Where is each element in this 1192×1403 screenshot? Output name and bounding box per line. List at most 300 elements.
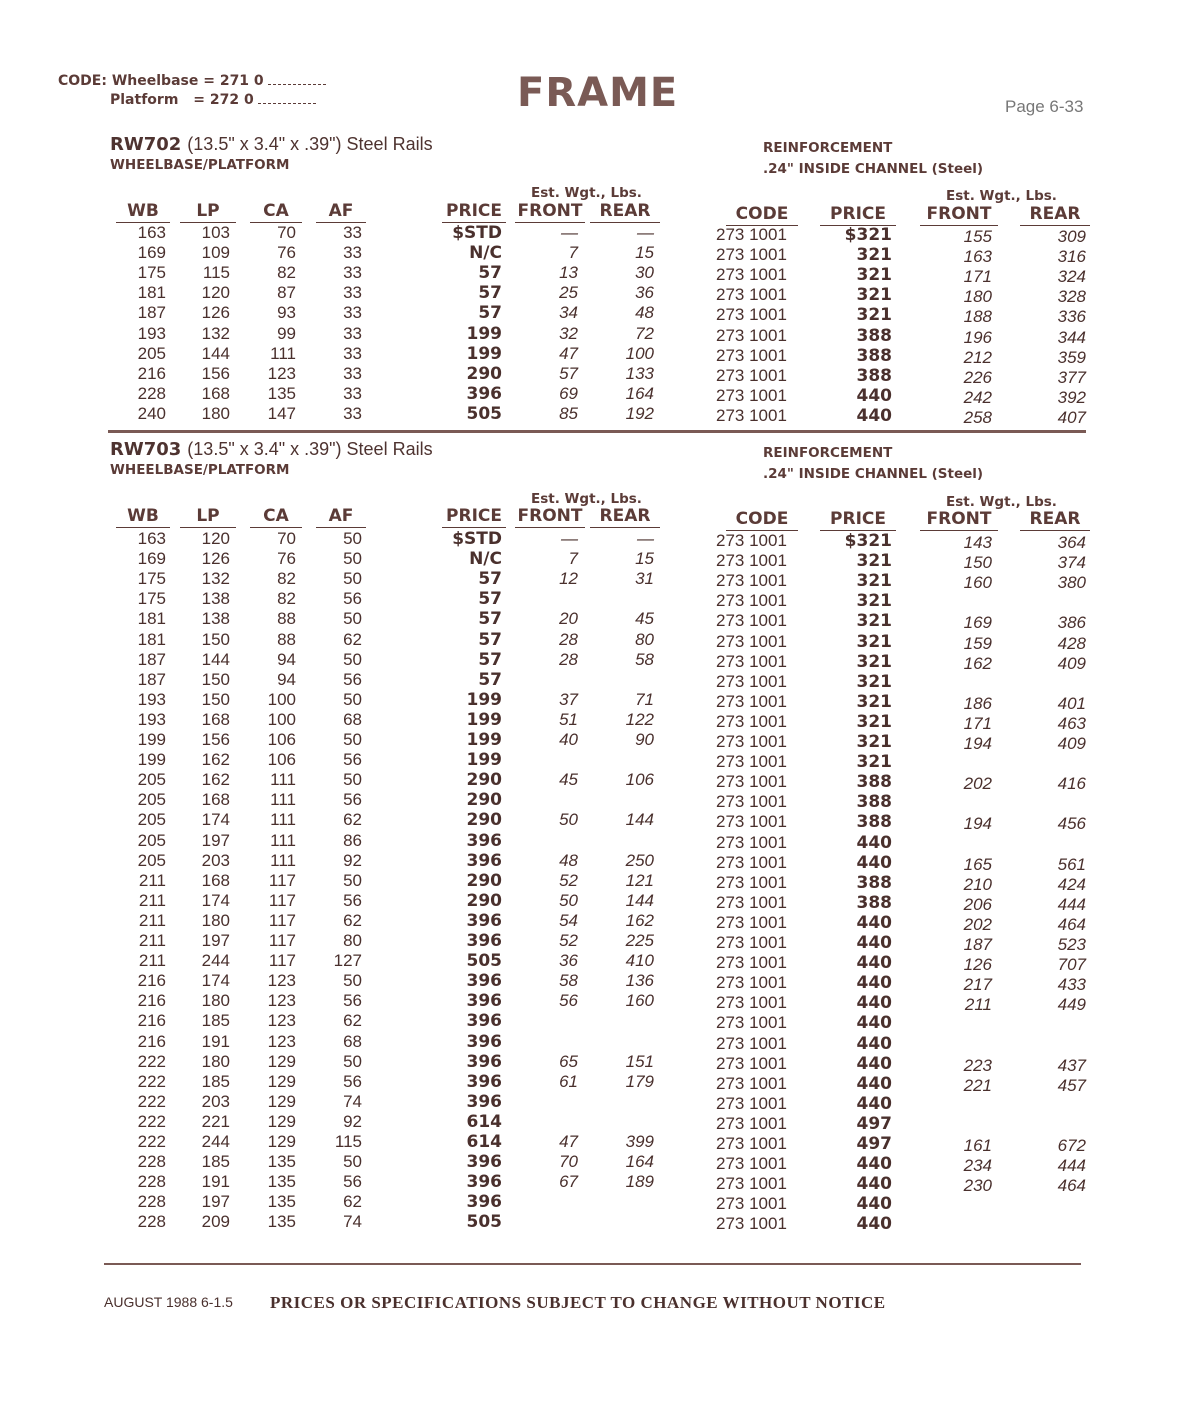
table-cell-code: 273 1001 xyxy=(716,711,787,731)
table-cell-rfront: 230 xyxy=(963,1176,992,1196)
table-cell-price: 57 xyxy=(478,649,502,670)
column-header: WB xyxy=(116,506,170,528)
table-cell-lp: 150 xyxy=(201,689,230,709)
table-cell-af: 50 xyxy=(343,1051,362,1071)
table-cell-af: 56 xyxy=(343,669,362,689)
table-cell-rear: 106 xyxy=(625,770,654,790)
code-row-wheelbase xyxy=(58,72,326,91)
table-cell-ca: 76 xyxy=(277,549,296,569)
table-cell-rfront: 258 xyxy=(963,407,992,427)
table-cell-rrear: 380 xyxy=(1057,573,1086,593)
table-cell-wb: 216 xyxy=(137,1011,166,1031)
table-cell-front: 28 xyxy=(559,629,578,649)
table-cell-rprice: 440 xyxy=(856,933,892,953)
table-cell-af: 74 xyxy=(343,1091,362,1111)
column-header: PRICE xyxy=(820,509,896,531)
table-cell-af: 56 xyxy=(343,750,362,770)
table-cell-code: 273 1001 xyxy=(716,872,787,892)
table-cell-price: 396 xyxy=(466,1091,502,1112)
table-cell-front: 37 xyxy=(559,689,578,709)
table-cell-af: 50 xyxy=(343,549,362,569)
section-title xyxy=(110,439,433,460)
table-cell-rfront: 180 xyxy=(963,287,992,307)
table-cell-af: 50 xyxy=(343,770,362,790)
table-cell-code: 273 1001 xyxy=(716,611,787,631)
table-cell-price: 396 xyxy=(466,991,502,1012)
table-cell-price: 396 xyxy=(466,1192,502,1213)
table-cell-price: 57 xyxy=(478,669,502,690)
table-cell-ca: 129 xyxy=(267,1051,296,1071)
page-number: Page 6-33 xyxy=(1005,97,1084,116)
table-cell-price: 396 xyxy=(466,931,502,951)
footer-notice: PRICES OR SPECIFICATIONS SUBJECT TO CHANGE WITHOUT NOTICE xyxy=(270,1293,886,1312)
table-cell-front: 47 xyxy=(559,343,578,363)
table-cell-rrear: 444 xyxy=(1057,894,1086,914)
table-cell-rear: 179 xyxy=(625,1071,654,1091)
table-cell-rfront: 126 xyxy=(963,955,992,975)
table-cell-wb: 187 xyxy=(137,669,166,689)
table-cell-rprice: 440 xyxy=(856,1053,892,1074)
table-cell-wb: 193 xyxy=(137,689,166,709)
table-cell-af: 56 xyxy=(343,991,362,1011)
table-cell-rear: 399 xyxy=(625,1132,654,1151)
table-cell-rear: 151 xyxy=(625,1051,654,1071)
column-header: FRONT xyxy=(920,509,998,531)
table-cell-price: 396 xyxy=(466,910,502,931)
table-cell-ca: 94 xyxy=(277,669,296,689)
table-cell-front: 47 xyxy=(559,1132,578,1151)
table-cell-ca: 111 xyxy=(270,790,296,810)
table-cell-wb: 211 xyxy=(138,890,166,910)
table-cell-code: 273 1001 xyxy=(716,305,787,325)
table-cell-code: 273 1001 xyxy=(716,933,787,952)
table-cell-rfront: 150 xyxy=(963,553,992,573)
table-cell-rprice: 388 xyxy=(856,792,892,813)
table-cell-price: 57 xyxy=(478,629,502,650)
table-cell-front: 25 xyxy=(559,283,578,303)
table-cell-rprice: 440 xyxy=(856,1174,892,1195)
table-cell-ca: 135 xyxy=(267,383,296,403)
table-cell-wb: 205 xyxy=(137,850,166,870)
table-cell-code: 273 1001 xyxy=(716,571,787,591)
table-cell-af: 33 xyxy=(343,403,362,423)
table-cell-front: 85 xyxy=(559,403,578,423)
table-cell-rfront: 211 xyxy=(964,995,992,1015)
table-cell-rprice: 321 xyxy=(856,651,892,672)
table-cell-rear: 15 xyxy=(635,549,654,569)
table-cell-rrear: 464 xyxy=(1057,1176,1086,1196)
table-cell-front: 12 xyxy=(559,569,578,589)
table-cell-rprice: 321 xyxy=(856,711,892,732)
table-cell-wb: 211 xyxy=(138,910,166,930)
code-platform-value: = 272 0 xyxy=(193,92,254,108)
reinforcement-subtitle: .24" INSIDE CHANNEL (Steel) xyxy=(763,466,984,482)
table-cell-rear: 144 xyxy=(625,890,654,910)
table-cell-wb: 169 xyxy=(137,243,166,263)
table-cell-price: N/C xyxy=(469,549,502,570)
table-cell-rear: 100 xyxy=(625,343,654,363)
code-row-platform xyxy=(58,91,326,110)
table-cell-lp: 168 xyxy=(201,790,230,810)
table-cell-code: 273 1001 xyxy=(716,752,787,772)
table-cell-lp: 203 xyxy=(201,850,230,870)
table-cell-code: 273 1001 xyxy=(716,852,787,872)
table-cell-wb: 222 xyxy=(137,1071,166,1091)
est-weight-label: Est. Wgt., Lbs. xyxy=(531,185,642,201)
table-cell-wb: 187 xyxy=(137,303,166,323)
table-cell-rprice: 440 xyxy=(856,852,892,873)
table-cell-lp: 180 xyxy=(201,1051,230,1071)
table-cell-code: 273 1001 xyxy=(716,551,787,571)
table-cell-code: 273 1001 xyxy=(716,1093,787,1113)
table-cell-lp: 174 xyxy=(201,810,230,830)
table-cell-rfront: 226 xyxy=(963,367,992,387)
table-cell-rear: 72 xyxy=(635,323,654,343)
table-cell-af: 62 xyxy=(343,910,362,930)
table-cell-code: 273 1001 xyxy=(716,732,787,751)
table-cell-rrear: 364 xyxy=(1057,533,1086,552)
table-cell-wb: 175 xyxy=(137,569,166,589)
table-cell-front: 58 xyxy=(559,971,578,991)
table-cell-rrear: 463 xyxy=(1057,713,1086,733)
table-cell-rrear: 523 xyxy=(1057,935,1086,954)
blank-line xyxy=(258,93,316,104)
table-cell-ca: 117 xyxy=(268,951,296,971)
column-header: LP xyxy=(180,201,236,223)
table-cell-ca: 147 xyxy=(267,403,296,423)
table-cell-ca: 117 xyxy=(268,890,296,910)
table-cell-wb: 211 xyxy=(138,951,166,971)
table-cell-code: 273 1001 xyxy=(716,1013,787,1033)
table-cell-rfront: 188 xyxy=(963,307,992,327)
table-cell-code: 273 1001 xyxy=(716,792,787,812)
table-cell-af: 56 xyxy=(343,1172,362,1192)
table-cell-code: 273 1001 xyxy=(716,912,787,932)
table-cell-lp: 185 xyxy=(201,1152,230,1172)
table-cell-rfront: 202 xyxy=(963,914,992,934)
table-cell-ca: 100 xyxy=(267,689,296,709)
table-cell-wb: 228 xyxy=(137,1152,166,1172)
table-cell-af: 56 xyxy=(343,589,362,609)
table-cell-rear: 144 xyxy=(625,810,654,830)
model-spec: (13.5" x 3.4" x .39") Steel Rails xyxy=(187,134,433,154)
table-cell-front: 50 xyxy=(559,810,578,830)
table-cell-lp: 185 xyxy=(201,1071,230,1091)
table-cell-rrear: 407 xyxy=(1057,407,1086,427)
table-cell-wb: 187 xyxy=(137,649,166,669)
table-cell-wb: 240 xyxy=(137,403,166,423)
table-cell-lp: 144 xyxy=(201,649,230,669)
table-cell-price: 396 xyxy=(466,1172,502,1193)
code-label: CODE: xyxy=(58,73,107,89)
table-cell-rprice: 497 xyxy=(856,1134,892,1154)
table-cell-ca: 111 xyxy=(270,850,296,870)
table-cell-af: 33 xyxy=(343,343,362,363)
table-cell-front: 7 xyxy=(568,243,578,263)
table-cell-rear: — xyxy=(637,223,654,242)
table-cell-rprice: 388 xyxy=(856,892,892,913)
table-cell-rfront: 160 xyxy=(963,573,992,593)
table-cell-rprice: 388 xyxy=(856,325,892,346)
table-cell-af: 62 xyxy=(343,810,362,830)
table-cell-code: 273 1001 xyxy=(716,651,787,671)
table-cell-lp: 203 xyxy=(201,1091,230,1111)
table-cell-price: 199 xyxy=(466,750,502,771)
table-cell-af: 50 xyxy=(343,529,362,548)
table-cell-rfront: 163 xyxy=(963,247,992,267)
table-cell-af: 33 xyxy=(343,383,362,403)
table-cell-rfront: 171 xyxy=(963,713,992,733)
column-header: PRICE xyxy=(442,506,506,528)
table-cell-rprice: 321 xyxy=(856,285,892,306)
table-cell-ca: 111 xyxy=(270,770,296,790)
table-cell-ca: 135 xyxy=(267,1152,296,1172)
code-wheelbase-label: Wheelbase xyxy=(111,73,199,89)
table-cell-code: 273 1001 xyxy=(716,385,787,405)
table-cell-rfront: 169 xyxy=(963,613,992,633)
table-cell-front: 20 xyxy=(559,609,578,629)
table-cell-rfront: 206 xyxy=(963,894,992,914)
table-cell-price: 290 xyxy=(466,363,502,384)
table-cell-front: 13 xyxy=(559,263,578,283)
column-header: CODE xyxy=(726,509,798,531)
table-cell-rprice: 321 xyxy=(856,752,892,773)
table-cell-wb: 199 xyxy=(137,750,166,770)
table-cell-rear: 133 xyxy=(625,363,654,383)
table-cell-rprice: 321 xyxy=(856,265,892,286)
reinforcement-title: REINFORCEMENT xyxy=(763,445,893,461)
table-cell-rfront: 159 xyxy=(963,633,992,653)
table-cell-price: 396 xyxy=(466,1051,502,1072)
table-cell-price: 505 xyxy=(466,951,502,972)
table-cell-rprice: $321 xyxy=(844,225,892,245)
table-cell-rprice: 440 xyxy=(856,993,892,1014)
table-cell-rrear: 561 xyxy=(1057,854,1086,874)
table-cell-lp: 162 xyxy=(201,750,230,770)
table-cell-price: 199 xyxy=(466,343,502,364)
reinforcement-subtitle: .24" INSIDE CHANNEL (Steel) xyxy=(763,161,984,177)
table-cell-wb: 163 xyxy=(137,529,166,548)
table-cell-af: 56 xyxy=(343,790,362,810)
table-cell-af: 115 xyxy=(334,1132,362,1151)
table-cell-rrear: 386 xyxy=(1057,613,1086,633)
table-cell-rfront: 155 xyxy=(963,227,992,246)
table-cell-rear: 15 xyxy=(635,243,654,263)
column-header: AF xyxy=(316,201,366,223)
table-cell-af: 50 xyxy=(343,569,362,589)
table-cell-rear: 164 xyxy=(625,1152,654,1172)
table-cell-rrear: 401 xyxy=(1057,693,1086,713)
table-cell-code: 273 1001 xyxy=(716,245,787,265)
table-cell-ca: 82 xyxy=(277,589,296,609)
table-cell-lp: 126 xyxy=(201,303,230,323)
table-cell-rrear: 377 xyxy=(1057,367,1086,387)
table-cell-ca: 70 xyxy=(277,223,296,242)
table-cell-wb: 228 xyxy=(137,1212,166,1232)
table-cell-wb: 216 xyxy=(137,1031,166,1051)
table-cell-lp: 197 xyxy=(201,1192,230,1212)
table-cell-rprice: 388 xyxy=(856,345,892,366)
table-cell-front: 45 xyxy=(559,770,578,790)
table-cell-rfront: 162 xyxy=(963,653,992,673)
table-cell-rprice: 440 xyxy=(856,832,892,853)
table-cell-code: 273 1001 xyxy=(716,265,787,285)
table-cell-ca: 117 xyxy=(268,910,296,930)
table-cell-af: 86 xyxy=(343,830,362,850)
table-cell-lp: 120 xyxy=(201,529,230,548)
table-cell-lp: 150 xyxy=(201,629,230,649)
column-header: CA xyxy=(250,506,302,528)
table-cell-rprice: 440 xyxy=(856,1033,892,1054)
table-cell-price: 396 xyxy=(466,1152,502,1173)
table-cell-ca: 129 xyxy=(267,1091,296,1111)
column-header: PRICE xyxy=(442,201,506,223)
table-cell-wb: 205 xyxy=(137,830,166,850)
code-wheelbase-value: = 271 0 xyxy=(203,73,264,89)
table-cell-rfront: 223 xyxy=(963,1055,992,1075)
table-cell-rfront: 171 xyxy=(963,267,992,287)
table-cell-rear: 80 xyxy=(635,629,654,649)
table-cell-rfront: 165 xyxy=(963,854,992,874)
table-cell-rrear: 707 xyxy=(1057,955,1086,975)
table-cell-af: 33 xyxy=(343,223,362,242)
table-cell-front: 70 xyxy=(559,1152,578,1172)
table-cell-wb: 199 xyxy=(137,730,166,749)
table-cell-price: 614 xyxy=(466,1132,502,1152)
table-cell-price: 614 xyxy=(466,1111,502,1132)
table-cell-wb: 222 xyxy=(137,1051,166,1071)
table-cell-ca: 99 xyxy=(277,323,296,343)
section-subtitle: WHEELBASE/PLATFORM xyxy=(110,157,290,173)
table-cell-rear: 225 xyxy=(625,931,654,950)
table-cell-rear: 136 xyxy=(625,971,654,991)
table-cell-lp: 197 xyxy=(201,931,230,950)
table-cell-rrear: 464 xyxy=(1057,914,1086,934)
table-cell-price: 396 xyxy=(466,830,502,851)
table-cell-rrear: 409 xyxy=(1057,653,1086,673)
table-cell-price: 199 xyxy=(466,709,502,730)
table-cell-rprice: 388 xyxy=(856,772,892,793)
table-cell-rear: 160 xyxy=(625,991,654,1011)
table-cell-af: 33 xyxy=(343,263,362,283)
table-cell-rprice: 388 xyxy=(856,872,892,893)
table-cell-price: 396 xyxy=(466,850,502,871)
table-cell-lp: 180 xyxy=(201,991,230,1011)
table-cell-rrear: 433 xyxy=(1057,975,1086,995)
table-cell-code: 273 1001 xyxy=(716,953,787,973)
table-cell-lp: 126 xyxy=(201,549,230,569)
table-cell-wb: 193 xyxy=(137,323,166,343)
table-cell-rrear: 424 xyxy=(1057,874,1086,894)
table-cell-rrear: 437 xyxy=(1057,1055,1086,1075)
table-cell-lp: 221 xyxy=(201,1111,230,1131)
table-cell-rrear: 449 xyxy=(1057,995,1086,1015)
table-cell-af: 62 xyxy=(343,629,362,649)
table-cell-rear: 58 xyxy=(635,649,654,669)
reinforcement-title: REINFORCEMENT xyxy=(763,140,893,156)
table-cell-code: 273 1001 xyxy=(716,1214,787,1234)
table-cell-lp: 191 xyxy=(201,1031,230,1051)
table-cell-af: 33 xyxy=(343,243,362,263)
table-cell-code: 273 1001 xyxy=(716,591,787,611)
table-cell-front: 56 xyxy=(559,991,578,1011)
table-cell-rprice: $321 xyxy=(844,531,892,551)
table-cell-ca: 129 xyxy=(267,1111,296,1131)
table-cell-rear: 30 xyxy=(635,263,654,283)
table-cell-wb: 222 xyxy=(137,1111,166,1131)
table-cell-price: $STD xyxy=(452,223,502,243)
table-cell-rfront: 194 xyxy=(963,734,992,753)
table-cell-wb: 222 xyxy=(137,1132,166,1151)
est-weight-label: Est. Wgt., Lbs. xyxy=(531,491,642,507)
table-cell-af: 62 xyxy=(343,1192,362,1212)
table-cell-front: 48 xyxy=(559,850,578,870)
table-cell-ca: 93 xyxy=(277,303,296,323)
table-cell-rrear: 428 xyxy=(1057,633,1086,653)
table-cell-ca: 129 xyxy=(267,1132,296,1151)
table-cell-price: $STD xyxy=(452,529,502,549)
bottom-divider xyxy=(104,1263,1081,1265)
table-cell-code: 273 1001 xyxy=(716,691,787,711)
table-cell-lp: 244 xyxy=(201,1132,230,1151)
table-cell-rprice: 440 xyxy=(856,405,892,426)
table-cell-code: 273 1001 xyxy=(716,1174,787,1194)
table-cell-af: 33 xyxy=(343,323,362,343)
table-cell-af: 127 xyxy=(333,951,362,971)
table-cell-rear: 189 xyxy=(625,1172,654,1192)
table-cell-af: 68 xyxy=(343,709,362,729)
table-cell-wb: 205 xyxy=(137,770,166,790)
table-cell-front: 50 xyxy=(559,890,578,910)
table-cell-af: 50 xyxy=(343,689,362,709)
table-cell-ca: 100 xyxy=(267,709,296,729)
table-cell-wb: 228 xyxy=(137,1192,166,1212)
table-cell-af: 56 xyxy=(343,890,362,910)
table-cell-rear: 48 xyxy=(635,303,654,323)
column-header: FRONT xyxy=(515,201,585,223)
page-title: FRAME xyxy=(517,70,679,116)
table-cell-rprice: 321 xyxy=(856,305,892,326)
table-cell-lp: 174 xyxy=(201,971,230,991)
table-cell-ca: 82 xyxy=(277,263,296,283)
table-cell-af: 62 xyxy=(343,1011,362,1031)
table-cell-lp: 132 xyxy=(201,323,230,343)
table-cell-rfront: 143 xyxy=(963,533,992,552)
table-cell-ca: 87 xyxy=(277,283,296,303)
column-header: CODE xyxy=(726,204,798,226)
table-cell-wb: 211 xyxy=(138,870,166,890)
table-cell-code: 273 1001 xyxy=(716,1194,787,1214)
table-cell-code: 273 1001 xyxy=(716,365,787,385)
table-cell-lp: 156 xyxy=(201,730,230,749)
table-cell-code: 273 1001 xyxy=(716,1134,787,1153)
table-cell-af: 50 xyxy=(343,870,362,890)
table-cell-rrear: 324 xyxy=(1057,267,1086,287)
table-cell-rrear: 309 xyxy=(1057,227,1086,246)
table-cell-rrear: 316 xyxy=(1057,247,1086,267)
table-cell-rrear: 457 xyxy=(1057,1075,1086,1095)
table-cell-lp: 209 xyxy=(201,1212,230,1232)
table-cell-ca: 135 xyxy=(267,1192,296,1212)
table-cell-lp: 138 xyxy=(201,589,230,609)
table-cell-lp: 156 xyxy=(201,363,230,383)
table-cell-rprice: 321 xyxy=(856,551,892,572)
table-cell-lp: 168 xyxy=(201,870,230,890)
column-header: CA xyxy=(250,201,302,223)
table-cell-rrear: 672 xyxy=(1057,1136,1086,1155)
column-header: REAR xyxy=(590,201,660,223)
table-cell-rear: 121 xyxy=(625,870,654,890)
